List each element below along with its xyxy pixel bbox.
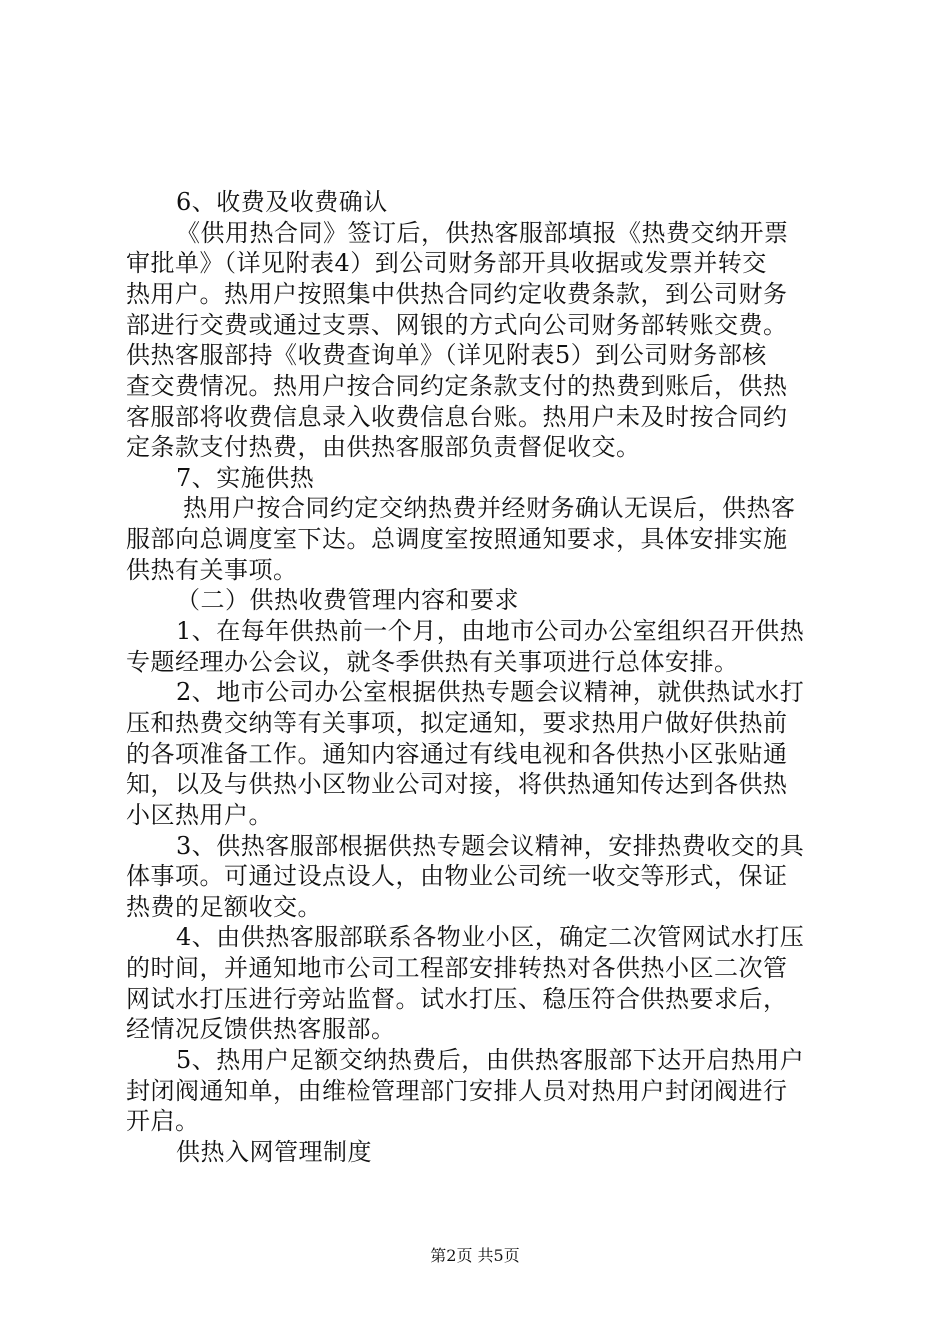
paragraph-line: 审批单》（详见附表4）到公司财务部开具收据或发票并转交	[126, 249, 767, 277]
paragraph-line: 《供用热合同》签订后，供热客服部填报《热费交纳开票	[176, 219, 789, 247]
paragraph-line: 的时间，并通知地市公司工程部安排转热对各供热小区二次管	[126, 954, 788, 982]
paragraph-line: 供热有关事项。	[126, 556, 298, 584]
paragraph-line: 热费的足额收交。	[126, 893, 322, 921]
paragraph-line: 2、地市公司办公室根据供热专题会议精神，就供热试水打	[176, 678, 805, 706]
paragraph-line: 压和热费交纳等有关事项，拟定通知，要求热用户做好供热前	[126, 709, 788, 737]
paragraph-line: 知，以及与供热小区物业公司对接，将供热通知传达到各供热	[126, 770, 788, 798]
paragraph-line: 热用户。热用户按照集中供热合同约定收费条款，到公司财务	[126, 280, 788, 308]
paragraph-line: 小区热用户。	[126, 801, 273, 829]
paragraph-line: 体事项。可通过设点设人，由物业公司统一收交等形式，保证	[126, 862, 788, 890]
paragraph-line: 3、供热客服部根据供热专题会议精神，安排热费收交的具	[176, 832, 805, 860]
paragraph-line: 4、由供热客服部联系各物业小区，确定二次管网试水打压	[176, 923, 805, 951]
paragraph-line: 查交费情况。热用户按合同约定条款支付的热费到账后，供热	[126, 372, 788, 400]
paragraph-line: 部进行交费或通过支票、网银的方式向公司财务部转账交费。	[126, 311, 788, 339]
section-heading: 7、实施供热	[176, 464, 315, 492]
paragraph-line: 定条款支付热费，由供热客服部负责督促收交。	[126, 433, 641, 461]
paragraph-line: 开启。	[126, 1107, 200, 1135]
paragraph-line: 客服部将收费信息录入收费信息台账。热用户未及时按合同约	[126, 403, 788, 431]
section-heading: （二）供热收费管理内容和要求	[176, 586, 519, 614]
paragraph-line: 5、热用户足额交纳热费后，由供热客服部下达开启热用户	[176, 1046, 805, 1074]
paragraph-line: 经情况反馈供热客服部。	[126, 1015, 396, 1043]
paragraph-line: 网试水打压进行旁站监督。试水打压、稳压符合供热要求后，	[126, 985, 788, 1013]
section-heading: 供热入网管理制度	[176, 1138, 372, 1166]
paragraph-line: 供热客服部持《收费查询单》（详见附表5）到公司财务部核	[126, 341, 767, 369]
section-heading: 6、收费及收费确认	[176, 188, 388, 216]
paragraph-line: 专题经理办公会议，就冬季供热有关事项进行总体安排。	[126, 648, 739, 676]
paragraph-line: 的各项准备工作。通知内容通过有线电视和各供热小区张贴通	[126, 740, 788, 768]
paragraph-line: 热用户按合同约定交纳热费并经财务确认无误后，供热客	[183, 494, 796, 522]
paragraph-line: 1、在每年供热前一个月，由地市公司办公室组织召开供热	[176, 617, 805, 645]
paragraph-line: 服部向总调度室下达。总调度室按照通知要求，具体安排实施	[126, 525, 788, 553]
page-footer: 第2页 共5页	[430, 1246, 520, 1265]
paragraph-line: 封闭阀通知单，由维检管理部门安排人员对热用户封闭阀进行	[126, 1077, 788, 1105]
